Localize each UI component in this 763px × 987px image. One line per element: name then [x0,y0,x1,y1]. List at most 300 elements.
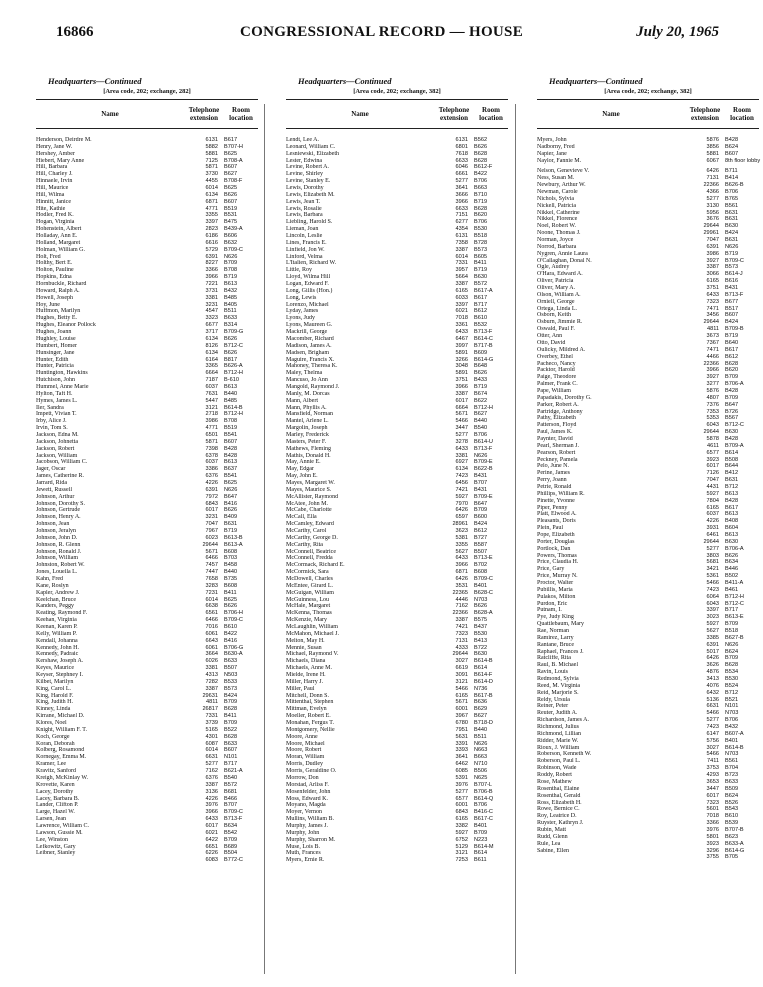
entry-room: B475 [224,219,238,226]
extension-header: Telephone extension [689,106,721,122]
entry-room: B717 [474,301,488,308]
directory-entry [286,747,508,754]
entry-room: B614-Q [474,795,494,802]
directory-entry [286,816,508,823]
entry-extension: 3121 [205,404,218,411]
entry-extension: 6661 [455,171,468,178]
entry-extension: 6633 [455,205,468,212]
entry-name: Lewis, Barbara [286,212,323,219]
entry-room: B626 [224,349,238,356]
directory-entry [537,854,759,861]
entry-name: Rosenthal, Gerald [537,792,581,799]
entry-name: McGuigan, William [286,589,334,596]
directory-entry [537,251,759,258]
entry-room: B573 [474,246,488,253]
directory-entry [36,171,258,178]
entry-name: Hoy, June [36,301,60,308]
entry-name: Porter, Douglas [537,538,575,545]
directory-entry [286,158,508,165]
directory-entry [286,370,508,377]
directory-entry [36,569,258,576]
entry-room: B709 [725,621,739,628]
entry-room: B572 [224,781,238,788]
entry-extension: 6017 [205,822,218,829]
entry-extension: 6046 [455,164,468,171]
entry-room: B543 [725,806,739,813]
entry-room: B677 [725,298,739,305]
entry-name: Knight, William F. T. [36,726,87,733]
directory-entry [36,501,258,508]
entry-room: B631 [725,237,739,244]
column-headers [36,100,258,129]
directory-entry [286,343,508,350]
entry-name: Johnson, Dorothy S. [36,500,86,507]
entry-room: B709-C [224,246,243,253]
directory-entry [286,507,508,514]
entry-name: Newbury, Arthur W. [537,182,586,189]
entry-room: B408 [725,518,739,525]
directory-entry [286,446,508,453]
directory-entry [286,610,508,617]
entry-extension: 7131 [706,175,719,182]
section-title: Headquarters—Continued [48,76,142,86]
directory-entry [537,443,759,450]
directory-entry [36,583,258,590]
entry-extension: 7457 [205,562,218,569]
entry-name: Jewett, Russell [36,486,72,493]
entry-room: B709-A [725,442,744,449]
directory-entry [537,511,759,518]
entry-name: Portlock, Dan [537,545,571,552]
entry-name: Quattlebaum, Mary [537,621,584,628]
entry-room: B440 [224,390,238,397]
entry-extension: 5466 [706,751,719,758]
entry-extension: 4366 [706,189,719,196]
entry-room: B719 [725,333,739,340]
entry-room: B617-B [474,692,493,699]
directory-entry [286,562,508,569]
entry-extension: 6164 [205,356,218,363]
entry-name: Jones, Louella L. [36,569,78,576]
entry-extension: 7125 [205,157,218,164]
directory-entry [286,308,508,315]
entry-room: B706 [474,178,488,185]
entry-extension: 7253 [455,857,468,864]
entry-name: Olson, William A. [537,291,581,298]
entry-name: Noel, Robert W. [537,223,576,230]
directory-entry [36,398,258,405]
entry-extension: 6021 [455,308,468,315]
entry-room: B627 [474,713,488,720]
directory-entry [286,850,508,857]
entry-extension: 5801 [706,833,719,840]
entry-room: B541 [224,431,238,438]
entry-room: B614-J [725,271,743,278]
entry-extension: 6033 [455,294,468,301]
entry-name: Mayes, Maurice S. [286,486,332,493]
entry-room: B431 [474,473,488,480]
entry-name: Huffmon, Marilyn [36,308,81,315]
directory-entry [537,137,759,144]
entry-room: B708 [224,267,238,274]
directory-entry [537,189,759,196]
directory-entry [537,710,759,717]
entry-extension: 6677 [205,322,218,329]
directory-entry [36,247,258,254]
entry-name: Ratcliffe, Rita [537,655,571,662]
directory-entry [286,768,508,775]
entry-name: McCabe, Charlotte [286,507,332,514]
entry-name: Hinnaele, Irvin [36,178,73,185]
entry-room: B709-C [224,617,243,624]
entry-room: B629 [474,706,488,713]
entry-room: B614 [474,665,488,672]
entry-name: Mayes, Margaret W. [286,479,335,486]
entry-room: N101 [725,703,739,710]
entry-name: Perry, Joann [537,477,567,484]
entry-name: Maley, Thelma [286,370,323,377]
entry-name: Lyons, Maureen G. [286,322,333,329]
entry-name: Myers, John [537,137,567,143]
entry-name: Roberson, Kenneth W. [537,751,592,758]
entry-name: McAtee, John M. [286,500,328,507]
entry-room: B628 [474,150,488,157]
directory-entry [286,254,508,261]
entry-name: Linfield, Jon W. [286,246,325,253]
entry-room: B709-E [474,459,493,466]
entry-room: B605 [474,253,488,260]
entry-name [537,854,685,861]
entry-name: Pearson, Robert [537,449,576,456]
entry-room: B626 [224,191,238,198]
entry-room: B718-D [474,720,493,727]
directory-entry [537,230,759,237]
entry-room: B706 [725,189,739,196]
entry-room: B518 [725,628,739,635]
entry-room: B772-C [224,857,243,864]
entry-extension: 29644 [703,223,719,230]
entry-name: Pubillis, Maria [537,586,573,593]
entry-extension: 7972 [205,493,218,500]
directory-entry [537,429,759,436]
entry-name: Lee, Winston [36,836,68,843]
entry-extension: 3626 [706,662,719,669]
entry-name: Richardson, James A. [537,717,589,724]
entry-room: B521 [725,696,739,703]
entry-extension: 5671 [455,411,468,418]
entry-room: B630-A [224,651,243,658]
entry-room: B626-A [224,363,243,370]
entry-extension: 6043 [706,600,719,607]
entry-extension: 6927 [455,459,468,466]
entry-name: Murphy, James J. [286,822,328,829]
entry-name: McCarthy, Rita [286,541,323,548]
entry-extension: 5756 [706,737,719,744]
entry-name: O'Callaghan, Donal N. [537,257,592,264]
entry-room: B663 [474,185,488,192]
entry-name: Masters, Peter F. [286,438,327,445]
directory-entry [286,576,508,583]
directory-entry [36,624,258,631]
entry-extension: 4807 [706,394,719,401]
directory-entry [537,518,759,525]
directory-entry [36,741,258,748]
directory-entry [286,480,508,487]
entry-name: Holton, Pauline [36,267,74,274]
directory-entry [286,651,508,658]
entry-extension: 3986 [205,418,218,425]
entry-extension: 6376 [205,473,218,480]
entry-room: B614-C [474,335,493,342]
entry-room: B628 [725,360,739,367]
entry-extension: 29631 [202,692,218,699]
entry-room: B437 [474,624,488,631]
entry-room: B712-C [725,422,744,429]
directory-entry [36,549,258,556]
entry-extension: 6643 [205,637,218,644]
entry-extension: 7423 [706,586,719,593]
entry-extension: 4313 [205,672,218,679]
entry-name: Paynter, David [537,435,573,442]
entry-room: B717 [224,761,238,768]
directory-entry [36,260,258,267]
entry-extension: 3397 [706,607,719,614]
entry-extension: 7047 [205,521,218,528]
directory-entry [537,223,759,230]
entry-name: Large, Hazel W. [36,809,75,816]
directory-entry [36,761,258,768]
entry-room: B712-C [725,600,744,607]
entry-room: B631 [224,521,238,528]
directory-entry [36,302,258,309]
entry-extension: 3278 [455,438,468,445]
directory-entry [286,171,508,178]
entry-room: B628 [224,733,238,740]
directory-entry [537,203,759,210]
entry-extension: 4771 [205,425,218,432]
entry-extension: 5927 [706,490,719,497]
directory-entry [36,411,258,418]
directory-entry [537,402,759,409]
entry-room: B428 [224,445,238,452]
entry-extension: 3447 [706,785,719,792]
entry-name: Krovette, Karen [36,781,75,788]
directory-entry [36,315,258,322]
entry-room: N626 [224,486,238,493]
entry-name: Price, Gary [537,566,565,573]
entry-extension: 3456 [706,312,719,319]
entry-extension: 3023 [706,614,719,621]
entry-name: Johnson, R. Glenn [36,541,81,548]
entry-room: B708-F [224,178,243,185]
entry-room: B631 [725,209,739,216]
directory-entry [537,806,759,813]
entry-room: B411-A [725,580,744,586]
directory-entry [537,388,759,395]
entry-room: B613 [224,383,238,390]
entry-name: Lester, Edwina [286,157,323,164]
entry-extension: 7423 [706,724,719,731]
entry-room: B614-B [725,744,744,751]
entry-room: B817 [224,356,238,363]
entry-room: N223 [474,836,488,843]
directory-entry [537,594,759,601]
entry-extension: 6801 [455,143,468,150]
entry-name: Hunter, Patricia [36,363,74,370]
entry-name: Reid, Marjorie S. [537,689,579,696]
entry-room: B689 [224,843,238,850]
entry-name: Ogle, Audrey [537,264,570,271]
directory-entry [537,676,759,683]
entry-room: N625 [474,774,488,781]
entry-room: B607 [224,164,238,171]
directory-entry [286,295,508,302]
directory-entry [537,244,759,251]
entry-name: Johnson, William [36,555,78,562]
entry-name: Kahn, Fred [36,576,63,582]
entry-extension: 6466 [205,617,218,624]
entry-name: Mackrill, George [286,329,328,336]
entry-name: Muth, Frances [286,850,321,857]
entry-extension: 5671 [455,699,468,706]
entry-extension: 5956 [706,209,719,216]
directory-entry [537,772,759,779]
entry-room: B625 [224,185,238,192]
room-header: Room location [479,106,503,122]
entry-room: B614-U [474,438,493,445]
entry-extension: 6017 [706,463,719,470]
entry-name: Rantane, Bruce [537,641,574,648]
entry-extension: 29644 [703,538,719,545]
entry-room: B630 [725,223,739,230]
entry-extension: 6664 [205,370,218,377]
entry-name: McConnell, Beatrice [286,548,336,555]
entry-extension: 4226 [706,518,719,525]
directory-entry [537,477,759,484]
directory-entry [36,638,258,645]
directory-entry [36,727,258,734]
directory-entry [537,758,759,765]
directory-entry [36,185,258,192]
entry-room: B617 [224,137,238,143]
entry-extension: 6391 [706,243,719,250]
directory-entry [286,405,508,412]
directory-entry [36,816,258,823]
entry-name: Pacheco, Nancy [537,360,576,367]
directory-entry [537,834,759,841]
directory-entry [537,751,759,758]
entry-name: Long, Lewis [286,294,317,301]
directory-entry [36,809,258,816]
directory-entry [537,669,759,676]
directory-entry [36,274,258,281]
entry-extension: 3931 [706,525,719,532]
entry-room: B530 [474,226,488,233]
entry-room: B519 [224,425,238,432]
entry-room: B504 [224,850,238,857]
entry-name: King, Judith H. [36,699,74,706]
entry-extension: 6426 [706,655,719,662]
entry-name: Morris, Geraldine O. [286,768,337,775]
directory-entry [286,679,508,686]
entry-room: B706-B [474,788,493,795]
entry-name: Putnam, I. [537,607,562,614]
entry-room: B614-B [224,404,243,411]
directory-entry [36,521,258,528]
entry-name: Kravitz, Sanford [36,768,76,775]
entry-name: Morris, Dudley [286,761,323,768]
entry-name: Rowe, Bernice C. [537,806,580,813]
entry-extension: 6391 [205,253,218,260]
entry-extension: 6131 [455,233,468,240]
entry-extension: 6085 [455,768,468,775]
directory-entry [537,655,759,662]
entry-extension: 3027 [455,658,468,665]
entry-name: McEntee, Girard L. [286,582,333,589]
entry-extension: 3027 [706,744,719,751]
entry-room: N703 [474,596,488,603]
directory-entry [286,329,508,336]
entry-name: Nadborny, Fred [537,143,575,150]
entry-room: B416-C [474,809,493,816]
entry-room: B485 [224,294,238,301]
entry-room: B630 [725,538,739,545]
entry-room: B719 [474,267,488,274]
entry-extension: 3927 [706,374,719,381]
entry-name: Price, Claudia H. [537,559,579,566]
entry-room: B626 [474,143,488,150]
entry-extension: 7411 [706,758,719,765]
directory-entry [286,247,508,254]
directory-entry [286,418,508,425]
entry-name: King, Harold F. [36,692,74,699]
entry-room: B561 [725,758,739,765]
entry-name: Kramer, Lee [36,761,67,768]
directory-entry [286,638,508,645]
directory-entry [537,628,759,635]
entry-room: B416 [224,500,238,507]
entry-extension: 7967 [205,527,218,534]
entry-room: B534 [725,669,739,676]
entry-name: Norrod, Barbara [537,243,577,250]
directory-entry [36,720,258,727]
entry-extension: 6147 [706,730,719,737]
directory-entry [36,494,258,501]
directory-entry [36,466,258,473]
entry-name: James, Catherine R. [36,473,84,480]
directory-entry [286,494,508,501]
directory-entry [36,219,258,226]
entry-name: Pathy, Elizabeth [537,415,576,422]
directory-entry [286,439,508,446]
entry-room: N710 [474,761,488,768]
entry-extension: 3966 [455,198,468,205]
entry-extension: 6134 [205,335,218,342]
entry-extension: 3531 [455,582,468,589]
directory-entry [537,703,759,710]
entry-room: B625 [224,596,238,603]
entry-extension: 3387 [455,246,468,253]
directory-entry [286,631,508,638]
entry-name: Hill, Wilma [36,191,65,198]
entry-name: Keating, Raymond F. [36,610,88,617]
journal-title: CONGRESSIONAL RECORD — HOUSE [239,24,524,40]
entry-name: Montgomery, Nellie [286,726,335,733]
directory-entry [36,384,258,391]
entry-name: Jackson, Edna M. [36,431,79,438]
entry-extension: 6426 [455,507,468,514]
entry-room: B607 [224,438,238,445]
